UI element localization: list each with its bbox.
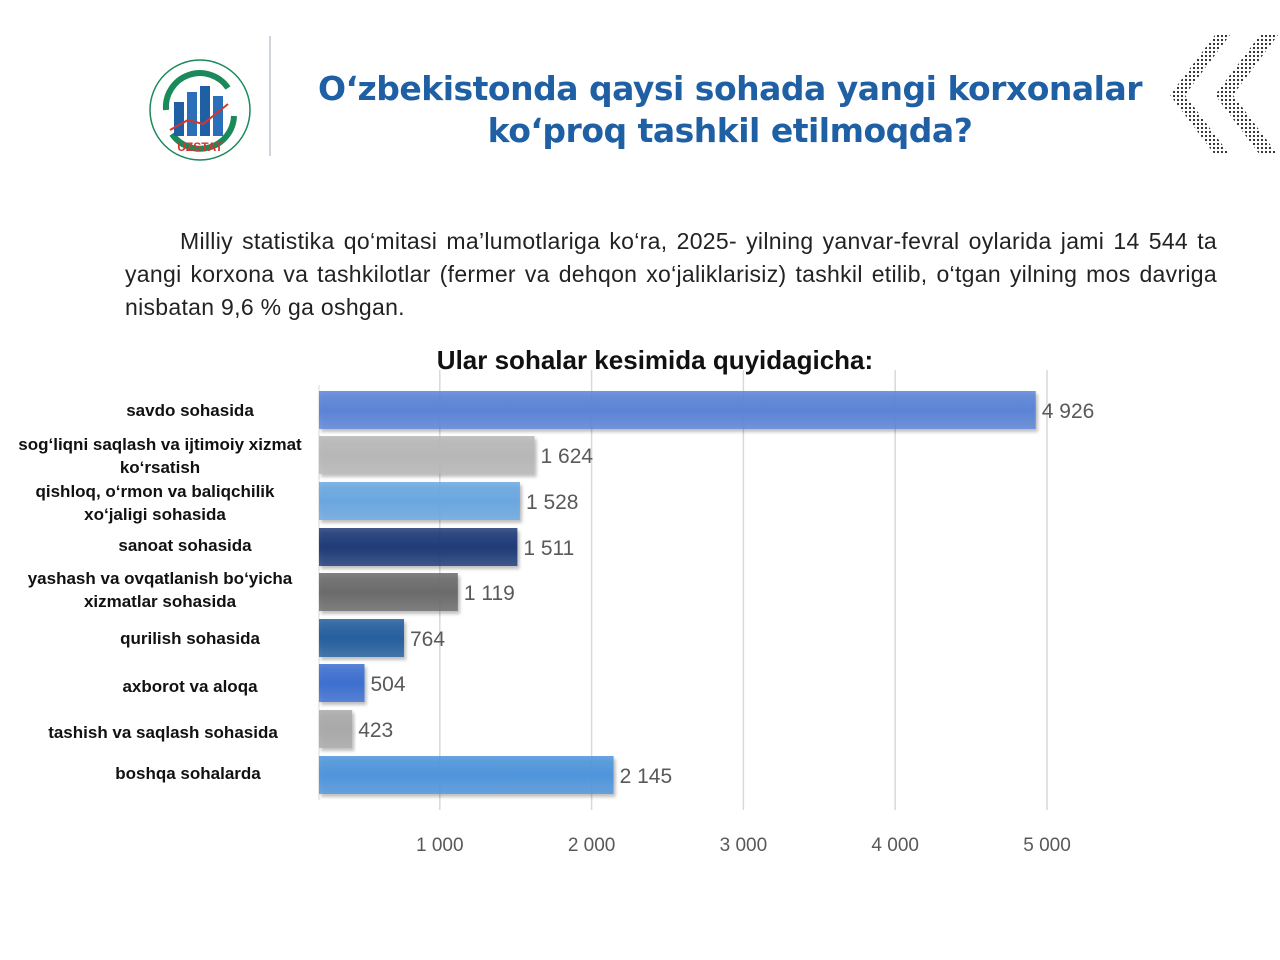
x-tick-label: 5 000	[1023, 835, 1071, 856]
page-title-line2: ko‘proq tashkil etilmoqda?	[487, 111, 973, 150]
category-label: yashash va ovqatlanish bo‘yicha xizmatlar sohasida	[27, 569, 293, 611]
category-label: qishloq, o‘rmon va baliqchilik xo‘jaligi sohasida	[35, 482, 275, 524]
data-label: 1 624	[540, 445, 594, 468]
category-label: tashish va saqlash sohasida	[48, 722, 278, 742]
category-label: sog‘liqni saqlash va ijtimoiy xizmat ko‘rsatish	[18, 435, 302, 477]
category-label: qurilish sohasida	[120, 628, 260, 648]
page-title-line1: O‘zbekistonda qaysi sohada yangi korxonalar	[317, 69, 1143, 108]
intro-paragraph: Milliy statistika qo‘mitasi ma’lumotlariga ko‘ra, 2025- yilning yanvar-fevral oylarida jami 14 544 ta yangi korxona va tashkilotlar (fermer va dehqon xo‘jaliklarisiz) tashkil etilib, o‘tgan yilning mos davriga nisbatan 9,6 % ga oshgan.	[125, 228, 1217, 320]
chart-title: Ular sohalar kesimida quyidagicha:	[436, 345, 874, 375]
x-tick-label: 1 000	[416, 835, 464, 856]
x-tick-label: 4 000	[871, 835, 919, 856]
category-label: sanoat sohasida	[118, 535, 252, 555]
data-label: 2 145	[619, 765, 673, 788]
dotted-chevron-decoration	[1160, 30, 1280, 160]
page-title	[280, 68, 1180, 152]
bar	[319, 573, 458, 611]
category-label: savdo sohasida	[126, 400, 254, 420]
data-label: 4 926	[1041, 400, 1095, 423]
data-label: 1 511	[523, 537, 575, 560]
bar	[319, 710, 352, 748]
bar	[319, 528, 517, 566]
bar	[319, 756, 614, 794]
category-label: boshqa sohalarda	[115, 763, 261, 783]
data-label: 1 119	[463, 582, 515, 605]
data-label: 764	[409, 628, 446, 651]
category-label: axborot va aloqa	[122, 676, 258, 696]
x-tick-label: 3 000	[719, 835, 768, 856]
data-label: 423	[358, 719, 394, 742]
logo-text: UZSTAT	[177, 140, 223, 154]
bar-chart	[0, 365, 1280, 885]
uzstat-logo	[148, 58, 252, 162]
x-tick-label: 2 000	[567, 835, 616, 856]
bar	[319, 391, 1036, 429]
bar	[319, 436, 535, 474]
data-label: 504	[370, 673, 406, 696]
data-label: 1 528	[525, 491, 579, 514]
header-divider	[269, 36, 271, 156]
bar	[319, 482, 520, 520]
